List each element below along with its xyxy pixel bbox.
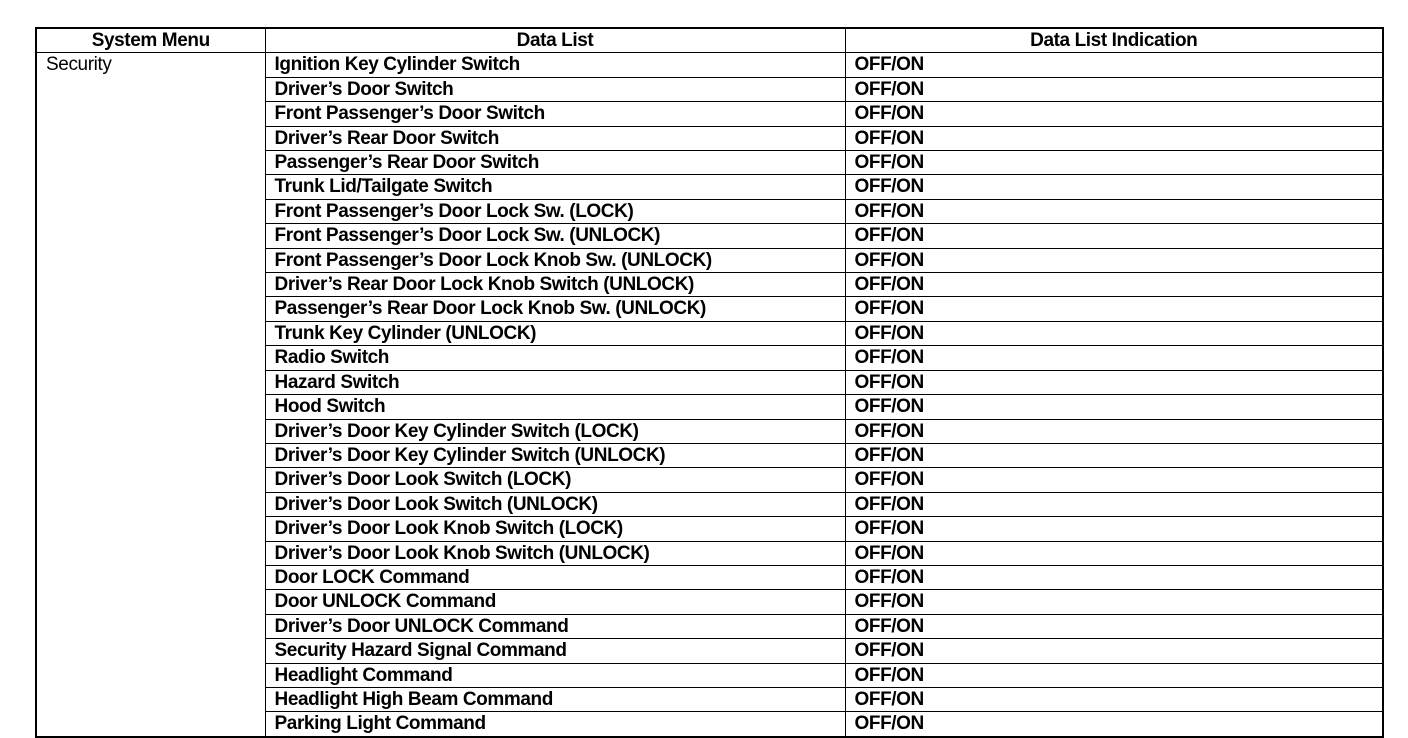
data-list-item: Radio Switch: [265, 346, 845, 370]
data-list-item: Driver’s Rear Door Switch: [265, 126, 845, 150]
data-list-item: Door LOCK Command: [265, 565, 845, 589]
data-list-item: Headlight High Beam Command: [265, 687, 845, 711]
data-list-indication: OFF/ON: [845, 565, 1383, 589]
data-list-item: Front Passenger’s Door Switch: [265, 102, 845, 126]
data-list-item: Parking Light Command: [265, 712, 845, 737]
data-list-indication: OFF/ON: [845, 297, 1383, 321]
data-list-indication: OFF/ON: [845, 663, 1383, 687]
data-list-indication: OFF/ON: [845, 224, 1383, 248]
data-list-indication: OFF/ON: [845, 687, 1383, 711]
data-list-item: Driver’s Door Look Knob Switch (UNLOCK): [265, 541, 845, 565]
data-list-item: Hood Switch: [265, 395, 845, 419]
data-list-item: Hazard Switch: [265, 370, 845, 394]
data-list-indication: OFF/ON: [845, 419, 1383, 443]
data-list-item: Driver’s Door Switch: [265, 77, 845, 101]
data-list-item: Driver’s Door Look Knob Switch (LOCK): [265, 517, 845, 541]
header-data-list-indication: Data List Indication: [845, 28, 1383, 53]
data-list-indication: OFF/ON: [845, 126, 1383, 150]
data-list-item: Driver’s Door UNLOCK Command: [265, 614, 845, 638]
data-list-indication: OFF/ON: [845, 443, 1383, 467]
data-list-indication: OFF/ON: [845, 321, 1383, 345]
data-list-indication: OFF/ON: [845, 273, 1383, 297]
data-list-item: Driver’s Door Key Cylinder Switch (LOCK): [265, 419, 845, 443]
data-list-item: Front Passenger’s Door Lock Knob Sw. (UNLOCK): [265, 248, 845, 272]
table-body: [36, 53, 1383, 737]
data-list-indication: OFF/ON: [845, 151, 1383, 175]
data-list-indication: OFF/ON: [845, 639, 1383, 663]
data-list-indication: OFF/ON: [845, 395, 1383, 419]
data-list-item: Driver’s Rear Door Lock Knob Switch (UNLOCK): [265, 273, 845, 297]
data-list-indication: OFF/ON: [845, 175, 1383, 199]
data-list-indication: OFF/ON: [845, 248, 1383, 272]
data-list-item: Front Passenger’s Door Lock Sw. (LOCK): [265, 199, 845, 223]
data-list-indication: OFF/ON: [845, 77, 1383, 101]
table-row: [36, 53, 1383, 77]
data-list-item: Security Hazard Signal Command: [265, 639, 845, 663]
data-list-indication: OFF/ON: [845, 517, 1383, 541]
header-row: [36, 28, 1383, 53]
data-list-item: Driver’s Door Key Cylinder Switch (UNLOCK): [265, 443, 845, 467]
data-list-item: Trunk Lid/Tailgate Switch: [265, 175, 845, 199]
data-list-indication: OFF/ON: [845, 590, 1383, 614]
data-list-indication: OFF/ON: [845, 492, 1383, 516]
data-list-indication: OFF/ON: [845, 614, 1383, 638]
data-list-indication: OFF/ON: [845, 199, 1383, 223]
data-list-table: [35, 27, 1384, 738]
header-system-menu: System Menu: [36, 28, 265, 53]
data-list-indication: OFF/ON: [845, 102, 1383, 126]
data-list-item: Trunk Key Cylinder (UNLOCK): [265, 321, 845, 345]
data-list-indication: OFF/ON: [845, 53, 1383, 77]
data-list-item: Passenger’s Rear Door Switch: [265, 151, 845, 175]
system-menu-cell: Security: [36, 53, 265, 737]
data-list-indication: OFF/ON: [845, 370, 1383, 394]
data-list-item: Door UNLOCK Command: [265, 590, 845, 614]
data-list-indication: OFF/ON: [845, 541, 1383, 565]
data-list-item: Ignition Key Cylinder Switch: [265, 53, 845, 77]
data-list-indication: OFF/ON: [845, 346, 1383, 370]
data-list-indication: OFF/ON: [845, 468, 1383, 492]
data-list-item: Driver’s Door Look Switch (UNLOCK): [265, 492, 845, 516]
data-list-item: Passenger’s Rear Door Lock Knob Sw. (UNLOCK): [265, 297, 845, 321]
data-list-item: Front Passenger’s Door Lock Sw. (UNLOCK): [265, 224, 845, 248]
data-list-item: Headlight Command: [265, 663, 845, 687]
header-data-list: Data List: [265, 28, 845, 53]
data-list-indication: OFF/ON: [845, 712, 1383, 737]
data-list-sheet: [35, 27, 1384, 738]
data-list-item: Driver’s Door Look Switch (LOCK): [265, 468, 845, 492]
